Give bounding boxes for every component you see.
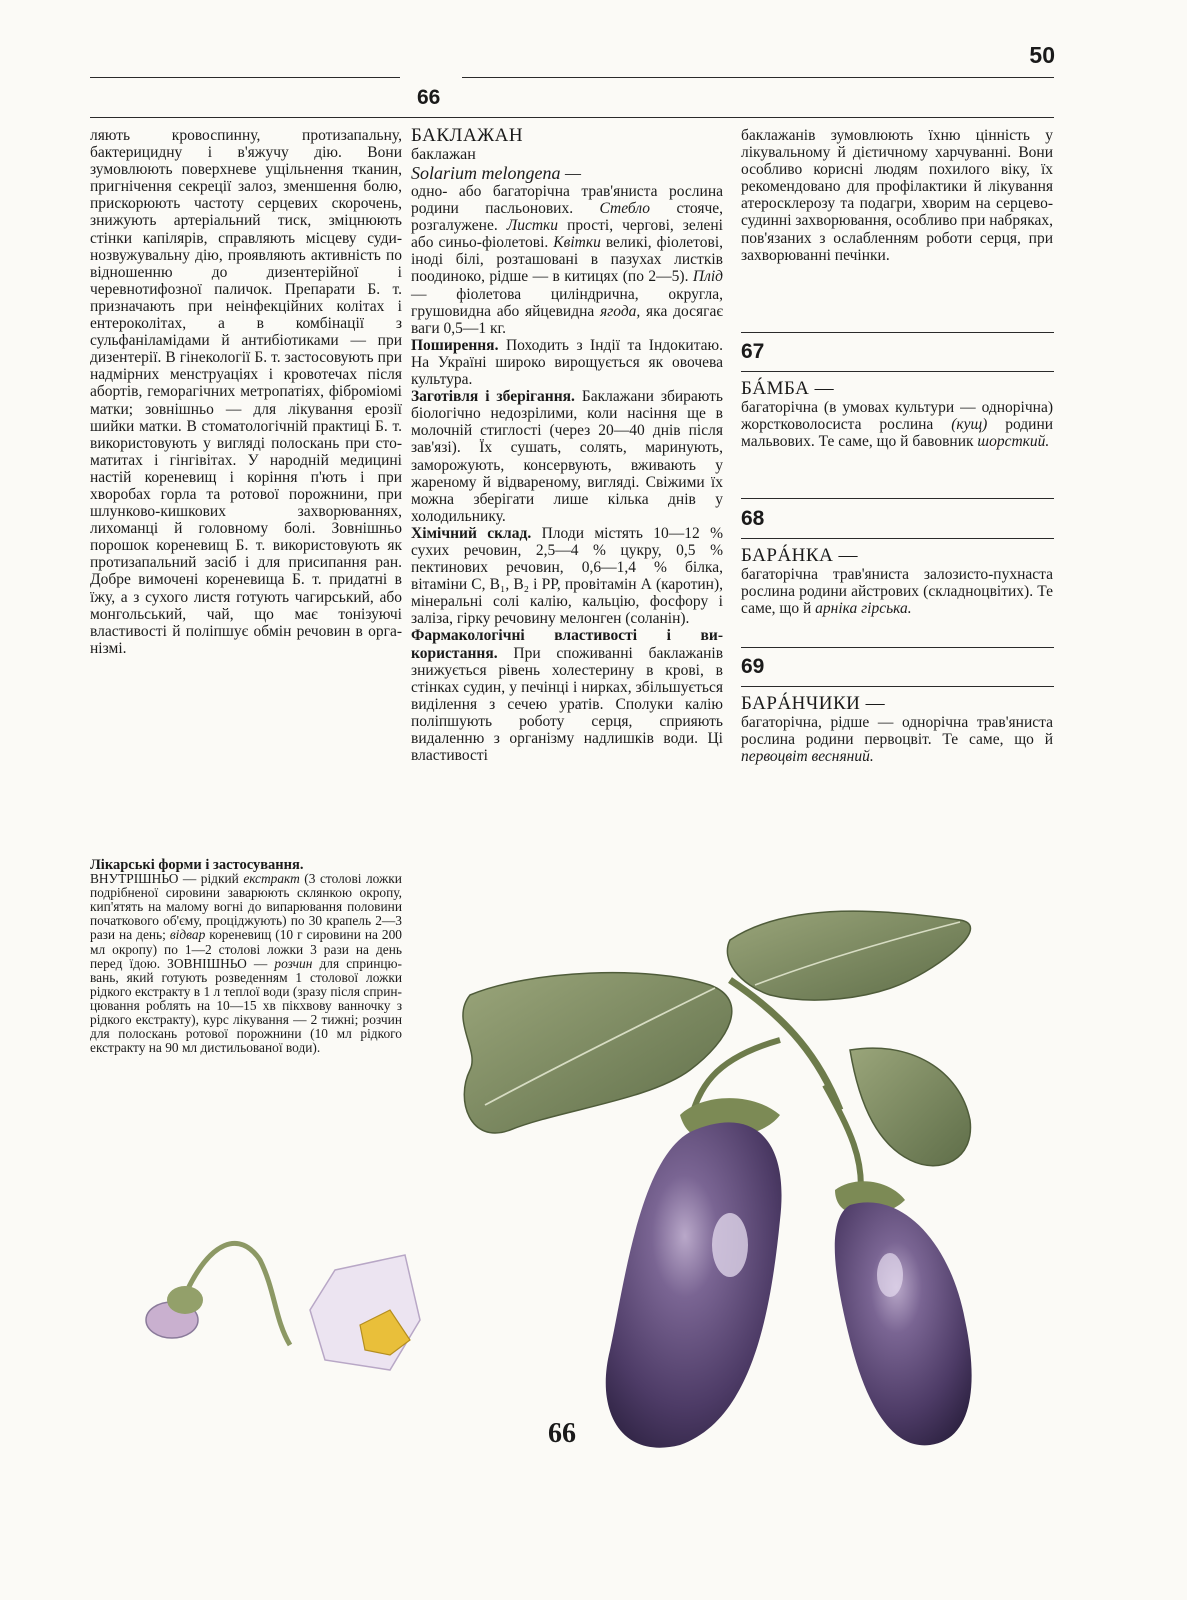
internal-text-3: кореневищ (10 г сировини на 200 мл окропу) по 1—2 столові ложки 3 рази на день перед їдою.: [90, 927, 402, 971]
article-68-ref: арніка гірська.: [815, 600, 912, 618]
spread-section: [411, 337, 723, 388]
article-69-text-1: багаторічна, рідше — однорічна трав'яниста рослина родини первоцвіт. Те саме, що й: [741, 714, 1053, 749]
left-column-paragraph: ляють кровоспинну, протизапальну, бактерицидну і в'яжучу дію. Вони зумовлюють поверхневе ущільнення тканин, пригнічення секреції залоз, зменшення болю, прискорюють частоту серцевих скорочень, знижують артеріальний тиск, зміцнюють стінки капілярів, справляють місцеву судинозвужувальну дію, проявляють активність по відношенню до дизентерійної і черевнотифозної паличок. Препарати Б. т. призначають при неінфекційних колітах і ентероколітах, а в комбінації з сульфаніламідами й антибіотиками — при дизентерії. В гінекології Б. т. застосовують при надмірних менструаціях і кровотечах після абортів, геморагічних метропатіях, фіброміомі матки; зовнішньо — для лікування ерозії шийки матки. В стоматологічній практиці Б. т. використовують у вигляді полоскань при стоматитах і гінгівітах. У народній медицині настій кореневищ і коріння п'ють і при хворобах горла та ротової порожнини, при шлунково-кишкових захворюваннях, лихоманці й головному болі. Зовнішньо порошок кореневищ Б. т. використовують як протизапальний засіб і для присипання ран. Добре вимочені кореневища Б. т. придатні в їжу, а з сухого листя готують чагирський, або монгольський, чай, що має тонізуючі властивості й поліпшує обмін речовин в організмі.: [90, 127, 402, 657]
chemistry-section: [411, 525, 723, 628]
article-67: [741, 378, 1053, 450]
article-68-text: [741, 566, 1053, 617]
desc-2: стояче, розгалужене.: [411, 200, 724, 235]
pharmacology-label: Фармакологічні властивості і використання.: [411, 627, 723, 662]
bottom-page-number: 66: [548, 1418, 576, 1449]
chemistry-label: Хімічний склад.: [411, 524, 532, 542]
page-number: 50: [1029, 42, 1055, 68]
article-69-text: [741, 714, 1053, 765]
harvest-section: [411, 388, 723, 525]
leaf-right: [850, 1048, 970, 1166]
article-68: [741, 545, 1053, 617]
label-flowers: Квітки: [553, 234, 601, 252]
article-66: [411, 125, 723, 764]
extract-term: екстракт: [243, 871, 300, 887]
spread-label: Поширення.: [411, 336, 499, 354]
label-fruit: Плід: [692, 268, 723, 286]
internal-text-1: — рідкий: [182, 871, 239, 887]
dosage-forms-title: Лікарські форми і застосування.: [90, 857, 304, 873]
external-label: ЗОВНІШНЬО: [167, 955, 247, 971]
article-number-67: 67: [741, 340, 765, 363]
top-rule-right: [462, 77, 1054, 78]
article-66-subtitle: баклажан: [411, 146, 476, 163]
eggplant-small-highlight: [877, 1253, 903, 1297]
article-number-66: 66: [417, 86, 441, 109]
spread-text: Походить з Індії та Індокитаю. На Україні широко вирощується як овочева культура.: [411, 336, 724, 389]
article-66-title: БАКЛАЖАН: [411, 125, 524, 146]
left-column-text: [90, 127, 402, 657]
article-number-68: 68: [741, 507, 765, 530]
article-67-text-2: родини мальвових. Те саме, що й бавовник: [741, 416, 1054, 451]
article-68-title: БАРÁНКА —: [741, 545, 859, 566]
desc-6: яка досягає ваги 0,5—1 кг.: [411, 302, 724, 337]
external-text-1: —: [253, 955, 268, 971]
eggplant-large-highlight: [712, 1213, 748, 1277]
flower-petals: [310, 1255, 420, 1370]
external-text-2: для спринцювань, який готують розведенням 1 столової ложки рідкого екстракту в 1 л теплої води (зразу після спринцювання роблять на 10—15 хв пікхвову ванночку з рідкого екстракту), курс лікування — 2 тижні; розчин для полоскань ротової порожнини (10 мл рідкого екстракту на 90 мл дистильованої води).: [90, 955, 402, 1056]
rule-69-bottom: [741, 686, 1054, 687]
article-67-title: БÁМБА —: [741, 378, 835, 399]
leaf-top-right: [727, 911, 970, 1000]
chemistry-text: Плоди містять 10—12 % сухих речовин, 2,5—4 % цукру, 0,5 % пектинових речовин, 0,6—1,4 % білка, вітаміни С, В₁, В₂ і РР, провітамін А (каротин), мінеральні солі калію, кальцію, фосфору і заліза, гірку речовину мелонген (соланін).: [411, 524, 724, 628]
article-69: [741, 693, 1053, 765]
eggplant-large: [606, 1122, 782, 1447]
pharmacology-section: [411, 627, 723, 764]
article-67-text: [741, 399, 1053, 450]
decoction-term: відвар: [169, 927, 206, 943]
rule-68-bottom: [741, 538, 1054, 539]
harvest-label: Заготівля і зберігання.: [411, 388, 575, 406]
desc-4: великі, фіолетові, іноді білі, розташовані в пазухах листків поодиноко, рідше — в китицях (по 2—5).: [411, 234, 724, 286]
solution-term: розчин: [274, 955, 313, 971]
pharmacology-text: При споживанні баклажанів знижується рівень холестерину в крові, в стінках судин, у печінці і нирках, збільшується виділення з сечею уратів. Сполуки калію поліпшують роботу серця, сприяють видаленню з організму надлишків води. Ці властивості: [411, 644, 724, 765]
label-stem: Стебло: [599, 200, 651, 218]
desc-5: — фіолетова циліндрична, округла, грушовидна або яйцевидна: [411, 285, 723, 320]
article-69-ref: первоцвіт весняний.: [741, 748, 874, 766]
article-66-continuation: [741, 127, 1053, 264]
article-69-title: БАРÁНЧИКИ —: [741, 693, 886, 714]
article-67-text-1: багаторічна (в умовах культури — однорічна) жорстковолосиста рослина: [741, 399, 1053, 434]
article-66-latin: Solarium melongena —: [411, 163, 581, 183]
desc-1: одно- або багаторічна трав'яниста рослина родини пасльонових.: [411, 183, 723, 218]
eggplant-illustration: [90, 900, 1070, 1500]
article-67-ref: шорсткий.: [977, 433, 1050, 451]
top-rule-left: [90, 77, 400, 78]
desc-3: прості, чергові, зелені або синьо-фіолетові.: [411, 217, 723, 252]
label-leaves: Листки: [506, 217, 559, 235]
harvest-text: Баклажани збирають біологічно недозрілими, коли насіння ще в молочній стиглості (через 20—40 днів після зав'язі). Їх сушать, солять, маринують, заморожують, консервують, вживають у жареному й відвареному, вигляді. Свіжими їх можна зберігати лише кілька днів у холодильнику.: [411, 388, 723, 525]
article-66-description: [411, 183, 723, 337]
internal-label: ВНУТРІШНЬО: [90, 871, 179, 887]
rule-67-bottom: [741, 371, 1054, 372]
article-67-kushch: (кущ): [951, 416, 988, 434]
article-number-69: 69: [741, 655, 765, 678]
continuation-text: баклажанів зумовлюють їхню цінність у лікувальному й дієтичному харчуванні. Вони особливо корисні людям похилого віку, їх рекомендовано для профілактики й лікування атеросклерозу та подагри, хворим на серцево-судинні захворювання, особливо при набряках, пов'язаних з ослабленням роботи серця, при захворюванні печінки.: [741, 127, 1053, 264]
rule-68-top: [741, 498, 1054, 499]
article-68-text-1: багаторічна трав'яниста залозисто-пухнаста рослина родини айстрових (складноцвітих). Те саме, що й: [741, 566, 1053, 618]
header-rule: [90, 117, 1054, 118]
eggplant-small: [835, 1202, 972, 1445]
rule-67-top: [741, 332, 1054, 333]
bud-calyx: [167, 1286, 203, 1314]
label-berry: ягода,: [600, 302, 641, 320]
rule-69-top: [741, 647, 1054, 648]
internal-text-2: (3 столові ложки подрібненої сировини заварюють склянкою окропу, кип'ятять на малому вогні до випарювання половини початкового об'єму, проціджують) по 30 крапель 2—3 рази на день;: [90, 871, 402, 943]
